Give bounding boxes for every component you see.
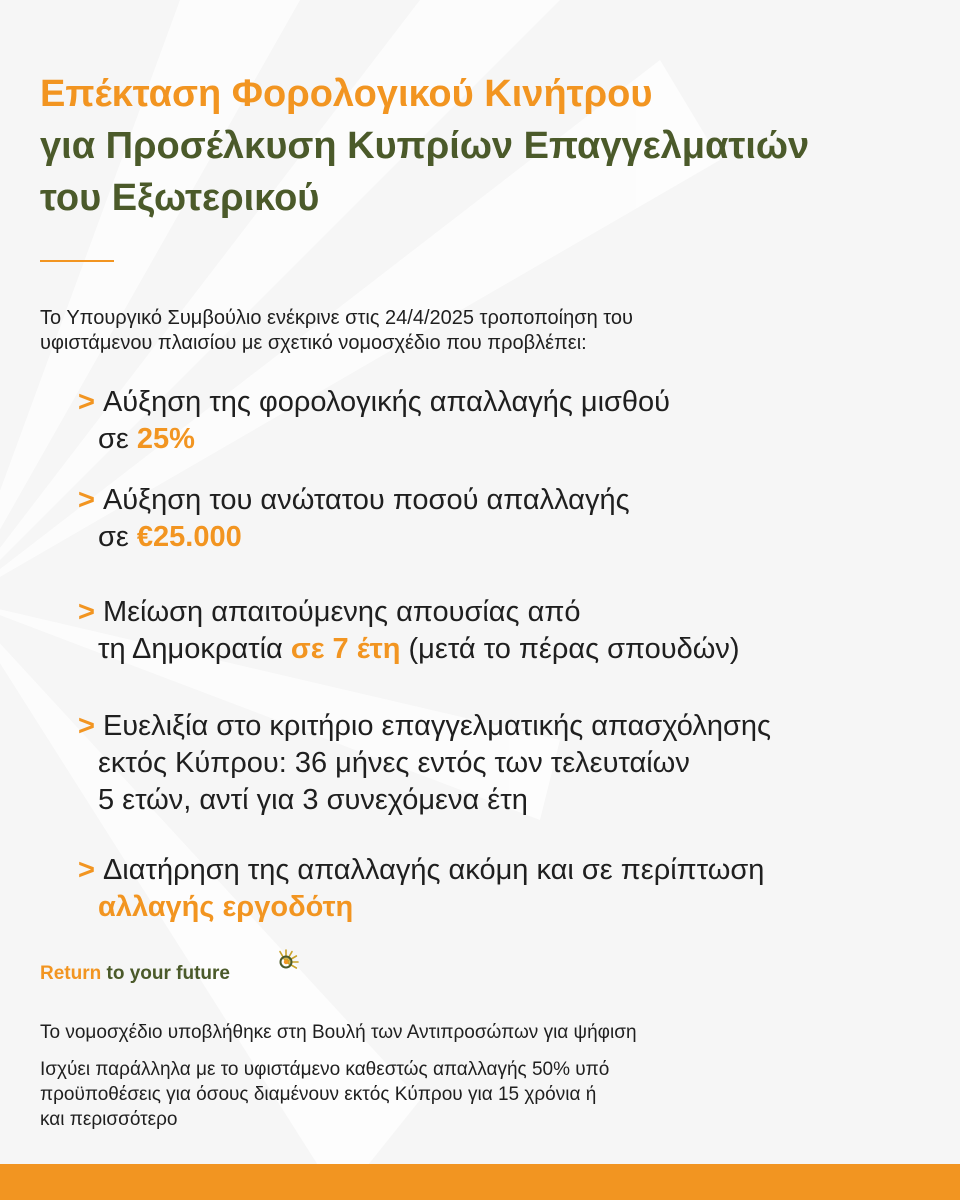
bullet-absence-reduction bbox=[78, 594, 740, 668]
bullet-text: Διατήρηση της απαλλαγής ακόμη και σε περίπτωση bbox=[102, 854, 765, 886]
title-line-3: του Εξωτερικού bbox=[40, 177, 320, 219]
intro-text bbox=[40, 306, 920, 356]
bullet-salary-exemption bbox=[78, 384, 670, 458]
bullet-max-amount bbox=[78, 482, 630, 556]
bullet-employer-change bbox=[78, 852, 764, 926]
title-divider bbox=[40, 260, 114, 262]
bullet-arrow-icon: > bbox=[78, 484, 95, 516]
note-line: προϋποθέσεις για όσους διαμένουν εκτός Κύπρου για 15 χρόνια ή bbox=[40, 1084, 597, 1105]
tagline-rest: to your future bbox=[101, 963, 231, 984]
note-parallel-regime bbox=[40, 1057, 920, 1132]
bullet-text: Αύξηση του ανώτατου ποσού απαλλαγής bbox=[102, 484, 630, 516]
bullet-text: 5 ετών, αντί για 3 συνεχόμενα έτη bbox=[98, 784, 528, 816]
sunburst-logo-icon bbox=[272, 948, 300, 976]
bullet-arrow-icon: > bbox=[78, 854, 95, 886]
bullet-text: σε bbox=[98, 521, 137, 553]
highlight-value: €25.000 bbox=[136, 521, 242, 553]
bullet-text: Ευελιξία στο κριτήριο επαγγελματικής απασχόλησης bbox=[102, 710, 771, 742]
bullet-text: εκτός Κύπρου: 36 μήνες εντός των τελευταίων bbox=[98, 747, 690, 779]
footer-bar bbox=[0, 1164, 960, 1200]
intro-line-2: υφιστάμενου πλαισίου με σχετικό νομοσχέδιο που προβλέπει: bbox=[40, 332, 587, 354]
bullet-text: σε bbox=[98, 423, 137, 455]
bullet-text: Αύξηση της φορολογικής απαλλαγής μισθού bbox=[102, 386, 671, 418]
bullet-arrow-icon: > bbox=[78, 386, 95, 418]
bullet-arrow-icon: > bbox=[78, 710, 95, 742]
tagline-return: Return bbox=[40, 963, 102, 984]
intro-line-1: Το Υπουργικό Συμβούλιο ενέκρινε στις 24/4/2025 τροποποίηση του bbox=[40, 307, 633, 329]
campaign-tagline bbox=[40, 963, 230, 985]
note-line: Το νομοσχέδιο υποβλήθηκε στη Βουλή των Αντιπροσώπων για ψήφιση bbox=[40, 1022, 637, 1043]
bullet-text: (μετά το πέρας σπουδών) bbox=[400, 633, 740, 665]
highlight-value: 25% bbox=[136, 423, 195, 455]
highlight-value: σε 7 έτη bbox=[290, 633, 401, 665]
title-line-1: Επέκταση Φορολογικού Κινήτρου bbox=[40, 73, 653, 115]
note-submitted bbox=[40, 1020, 920, 1045]
bullet-arrow-icon: > bbox=[78, 596, 95, 628]
page-title bbox=[40, 68, 809, 224]
note-line: Ισχύει παράλληλα με το υφιστάμενο καθεστώς απαλλαγής 50% υπό bbox=[40, 1059, 610, 1080]
bullet-text: τη Δημοκρατία bbox=[98, 633, 291, 665]
highlight-value: αλλαγής εργοδότη bbox=[98, 891, 354, 923]
title-line-2: για Προσέλκυση Κυπρίων Επαγγελματιών bbox=[40, 125, 810, 167]
bullet-employment-flexibility bbox=[78, 708, 771, 819]
note-line: και περισσότερο bbox=[40, 1109, 178, 1130]
bullet-text: Μείωση απαιτούμενης απουσίας από bbox=[102, 596, 581, 628]
